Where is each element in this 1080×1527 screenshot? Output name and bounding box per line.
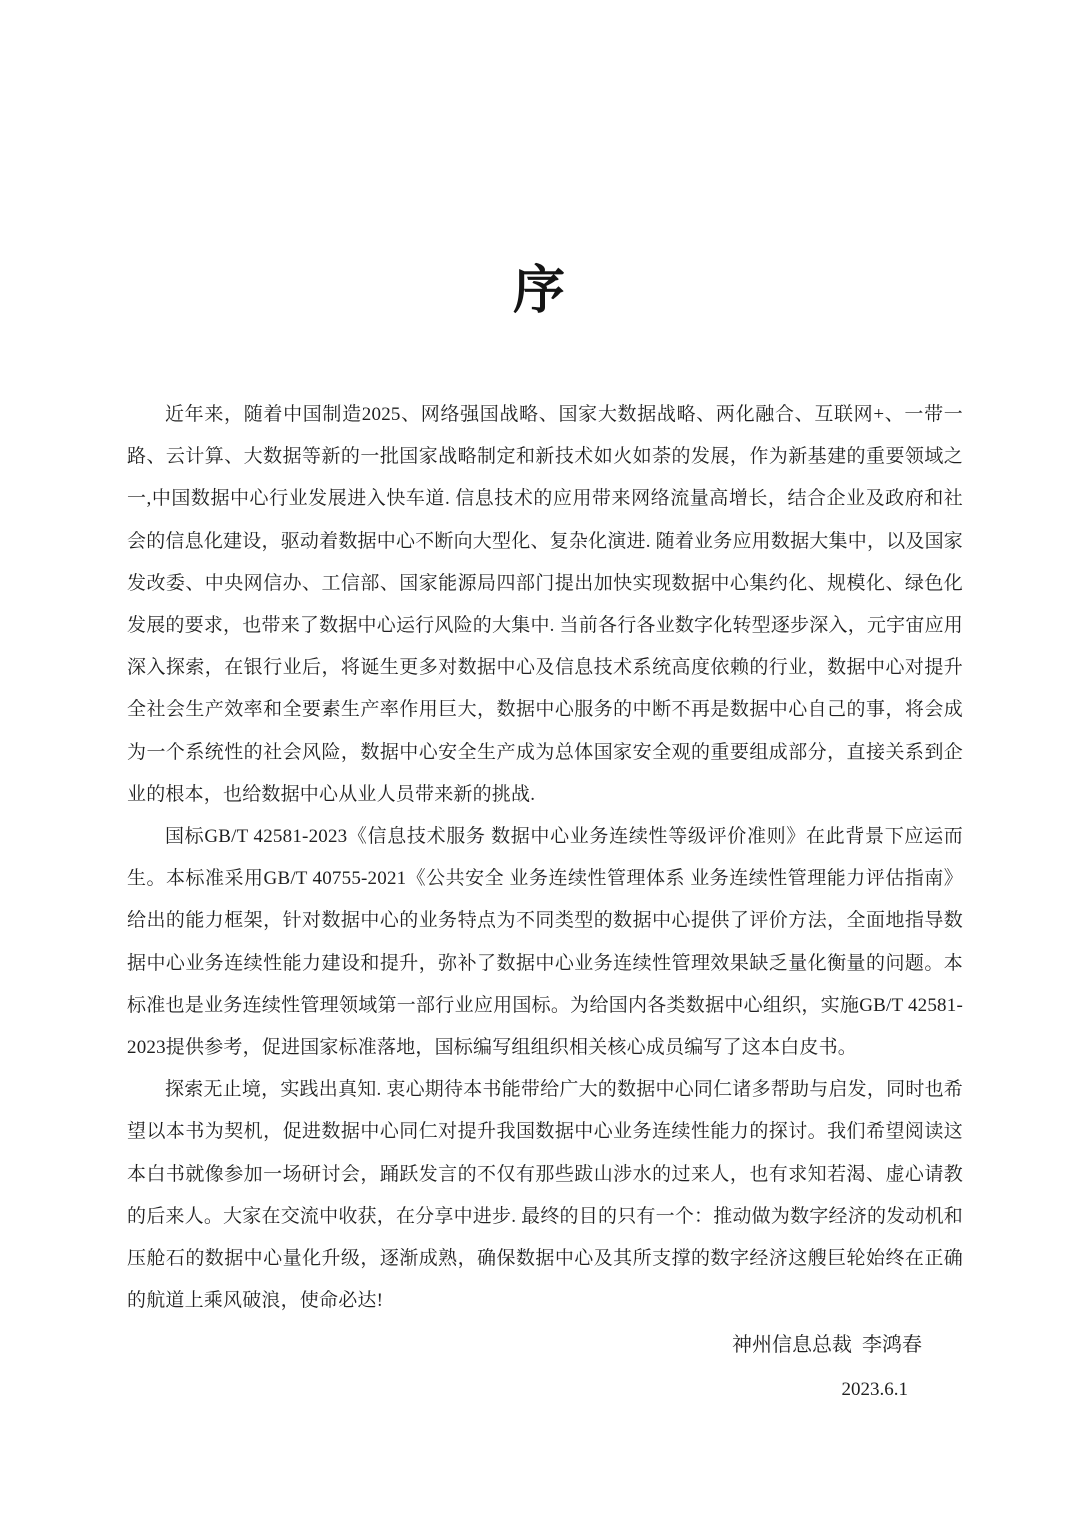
paragraph-3: 探索无止境，实践出真知. 衷心期待本书能带给广大的数据中心同仁诸多帮助与启发，同时也希望以本书为契机，促进数据中心同仁对提升我国数据中心业务连续性能力的探讨。我们希望阅读这本白书就像参加一场研讨会，踊跃发言的不仅有那些跋山涉水的过来人，也有求知若渴、虚心请教的后来人。大家在交流中收获，在分享中进步. 最终的目的只有一个：推动做为数字经济的发动机和压舱石的数据中心量化升级，逐渐成熟，确保数据中心及其所支撑的数字经济这艘巨轮始终在正确的航道上乘风破浪，使命必达!	[127, 1079, 963, 1312]
page-title: 序	[512, 263, 567, 320]
paragraph-1: 近年来，随着中国制造2025、网络强国战略、国家大数据战略、两化融合、互联网+、一带一路、云计算、大数据等新的一批国家战略制定和新技术如火如荼的发展，作为新基建的重要领域之一,中国数据中心行业发展进入快车道. 信息技术的应用带来网络流量高增长，结合企业及政府和社会的信息化建设，驱动着数据中心不断向大型化、复杂化演进. 随着业务应用数据大集中，以及国家发改委、中央网信办、工信部、国家能源局四部门提出加快实现数据中心集约化、规模化、绿色化发展的要求，也带来了数据中心运行风险的大集中. 当前各行各业数字化转型逐步深入，元宇宙应用深入探索，在银行业后，将诞生更多对数据中心及信息技术系统高度依赖的行业，数据中心对提升全社会生产效率和全要素生产率作用巨大，数据中心服务的中断不再是数据中心自己的事，将会成为一个系统性的社会风险，数据中心安全生产成为总体国家安全观的重要组成部分，直接关系到企业的根本，也给数据中心从业人员带来新的挑战.	[127, 404, 963, 805]
paragraph-2: 国标GB/T 42581-2023《信息技术服务 数据中心业务连续性等级评价准则》在此背景下应运而生。本标准采用GB/T 40755-2021《公共安全 业务连续性管理体系 业务连续性管理能力评估指南》给出的能力框架，针对数据中心的业务特点为不同类型的数据中心提供了评价方法，全面地指导数据中心业务连续性能力建设和提升，弥补了数据中心业务连续性管理效果缺乏量化衡量的问题。本标准也是业务连续性管理领域第一部行业应用国标。为给国内各类数据中心组织，实施GB/T 42581-2023提供参考，促进国家标准落地，国标编写组组织相关核心成员编写了这本白皮书。	[127, 826, 963, 1059]
date-line: 2023.6.1	[841, 1379, 908, 1400]
signature-line: 神州信息总裁 李鸿春	[732, 1334, 922, 1356]
preface-body	[127, 394, 963, 1322]
